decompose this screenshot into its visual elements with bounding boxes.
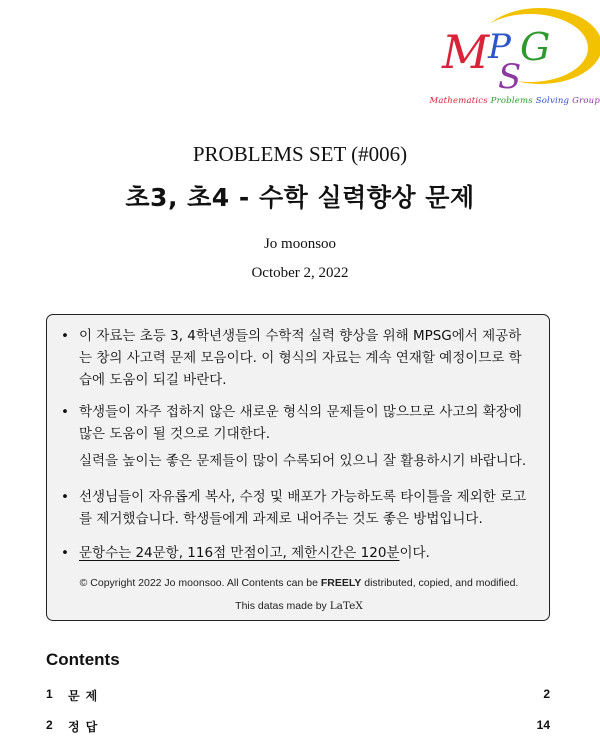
logo-graphic: [420, 8, 600, 98]
logo-letter-p: P: [488, 27, 511, 67]
logo-letter-g: G: [520, 25, 551, 69]
toc-entry-page[interactable]: 2: [543, 687, 550, 701]
notice-item: [61, 401, 533, 445]
made-by-line: This datas made by LaTeX: [235, 600, 363, 612]
toc-entry[interactable]: [46, 718, 550, 738]
bullet-icon: •: [61, 545, 69, 561]
notice-item-text: 선생님들이 자유롭게 복사, 수정 및 배포가 가능하도록 타이틀을 제외한 로고를 제거했습니다. 학생들에게 과제로 내어주는 것도 좋은 방법입니다.: [79, 489, 527, 527]
toc-entry-label[interactable]: 정답: [68, 720, 104, 734]
notice-box: [46, 314, 550, 621]
exam-info-underlined: 문항수는 24문항, 116점 만점이고, 제한시간은 120분: [79, 545, 400, 561]
toc-entry[interactable]: [46, 687, 550, 707]
copyright-notice: © Copyright 2022 Jo moonsoo. All Contents can be FREELY distributed, copied, and modified.: [79, 577, 519, 589]
toc-entry-label[interactable]: 문제: [68, 689, 104, 703]
notice-item: [61, 486, 533, 530]
notice-item: [61, 542, 533, 564]
bullet-icon: •: [61, 328, 69, 344]
latex-logo: LaTeX: [329, 600, 363, 612]
bullet-icon: •: [61, 489, 69, 505]
document-date: October 2, 2022: [251, 265, 349, 281]
notice-item-text: [67, 542, 533, 564]
notice-item-text: 이 자료는 초등 3, 4학년생들의 수학적 실력 향상을 위해 MPSG에서 제공하는 창의 사고력 문제 모음이다. 이 형식의 자료는 계속 연재할 예정이므로 학습에 도움이 되길 바란다.: [79, 328, 522, 388]
notice-item-text: 실력을 높이는 좋은 문제들이 많이 수록되어 있으니 잘 활용하시기 바랍니다.: [79, 453, 527, 469]
toc-entry-number: 1: [46, 687, 53, 701]
contents-heading: Contents: [46, 650, 120, 669]
logo-letter-m: M: [442, 25, 490, 79]
logo-caption: Mathematics Problems Solving Group: [429, 96, 600, 106]
notice-item: [61, 325, 533, 391]
document-title-korean: 초3, 초4 - 수학 실력향상 문제: [125, 183, 475, 212]
toc-entry-number: 2: [46, 718, 53, 732]
toc-entry-page[interactable]: 14: [536, 718, 550, 732]
notice-item-continuation: [67, 450, 533, 472]
document-title-english: PROBLEMS SET (#006): [192, 142, 408, 166]
mpsg-logo: [420, 8, 600, 108]
exam-info-suffix: 이다.: [399, 545, 430, 561]
author-name: Jo moonsoo: [263, 236, 337, 252]
notice-item-text: 학생들이 자주 접하지 않은 새로운 형식의 문제들이 많으므로 사고의 확장에 많은 도움이 될 것으로 기대한다.: [79, 404, 522, 442]
bullet-icon: •: [61, 404, 69, 420]
logo-letter-s: S: [498, 57, 522, 97]
